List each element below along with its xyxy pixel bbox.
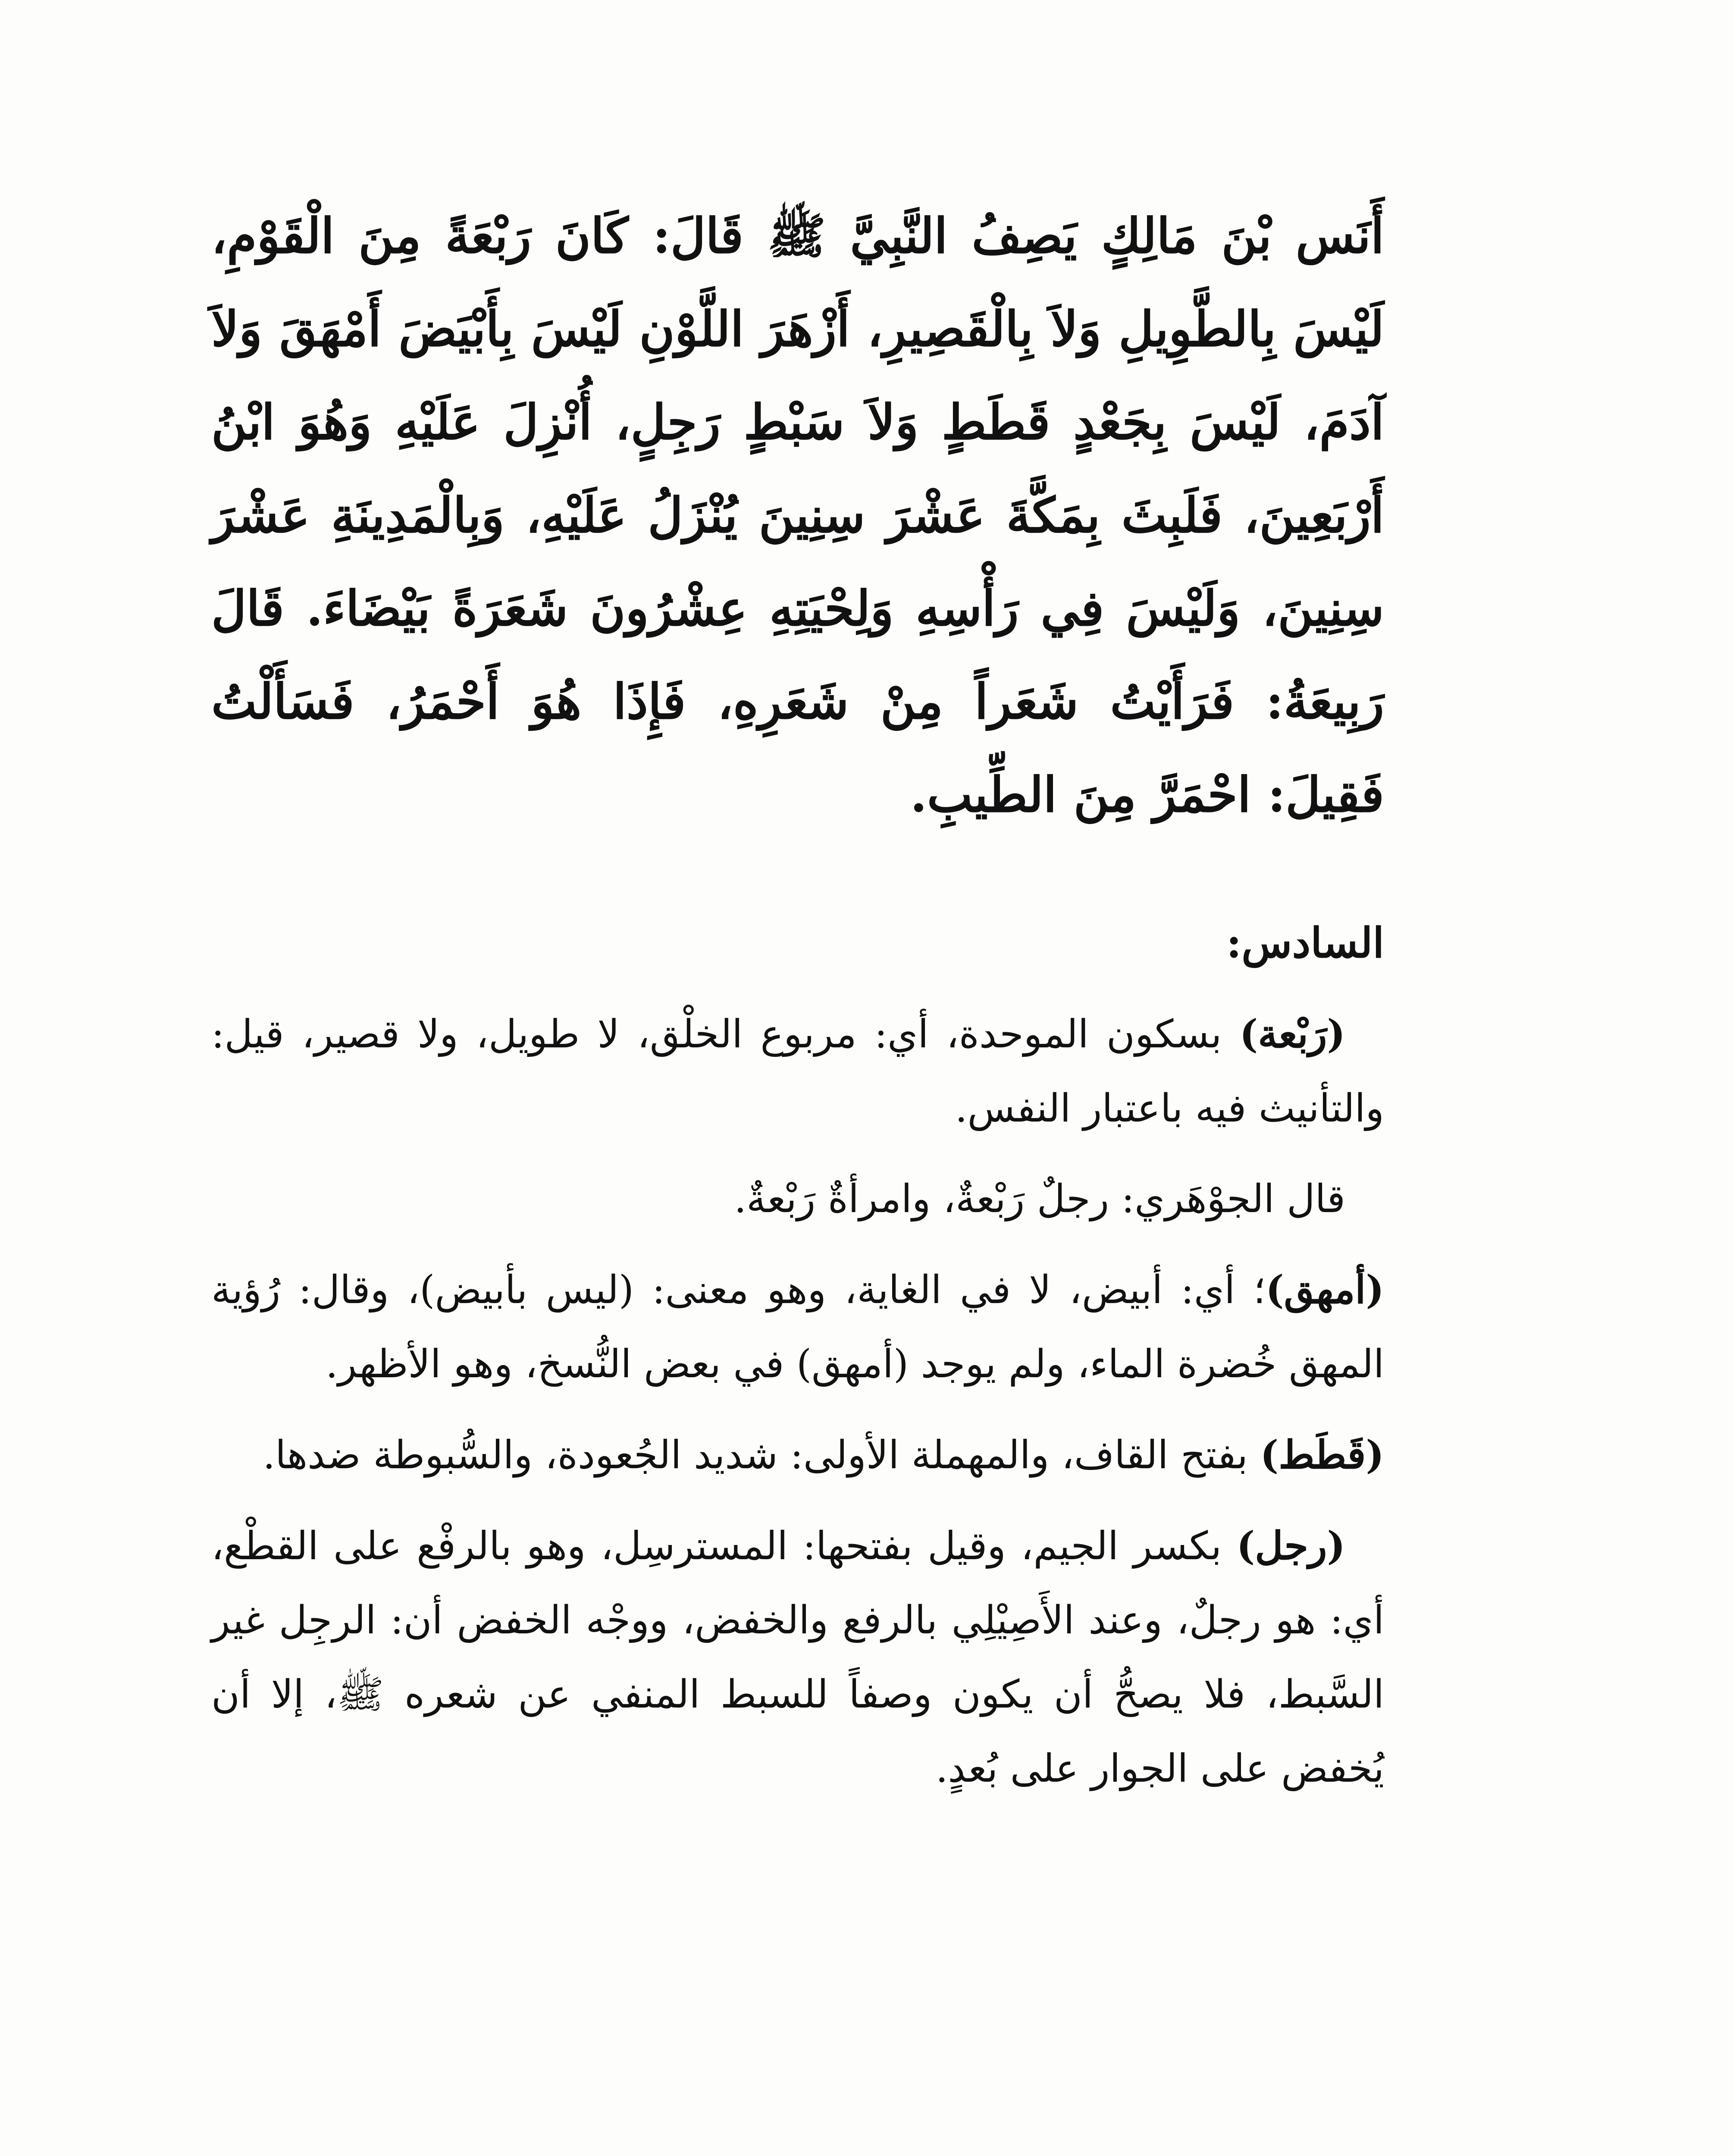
commentary-paragraph [211, 1418, 1384, 1492]
paragraph-keyword: (أمهق) [1266, 1267, 1384, 1313]
commentary-paragraph [211, 1253, 1384, 1401]
paragraph-text: بسكون الموحدة، أي: مربوع الخلْق، لا طويل، ولا قصير، قيل: والتأنيث فيه باعتبار النفس. [211, 1012, 1384, 1131]
paragraph-text: قال الجوْهَري: رجلٌ رَبْعةٌ، وامرأةٌ رَبْعةٌ. [734, 1176, 1345, 1222]
commentary-paragraph [211, 997, 1384, 1146]
paragraph-text: ؛ أي: أبيض، لا في الغاية، وهو معنى: (ليس بأبيض)، وقال: رُؤية المهق خُضرة الماء، ولم يوجد (أمهق) في بعض النُّسخ، وهو الأظهر. [211, 1267, 1384, 1387]
page-content [211, 190, 1384, 1822]
commentary-paragraph [211, 1162, 1384, 1236]
paragraph-text: بكسر الجيم، وقيل بفتحها: المسترسِل، وهو بالرفْع على القطْع، أي: هو رجلٌ، وعند الأَصِيْلِي بالرفع والخفض، ووجْه الخفض أن: الرجِل غير السَّبط، فلا يصحُّ أن يكون وصفاً للسبط المنفي عن شعره ﷺ، إلا أن يُخفض على الجوار على بُعدٍ. [211, 1523, 1384, 1791]
section-heading: السادس: [1226, 918, 1384, 967]
paragraph-text: بفتح القاف، والمهملة الأولى: شديد الجُعودة، والسُّبوطة ضدها. [263, 1432, 1260, 1478]
hadith-text: أَنَس بْنَ مَالِكٍ يَصِفُ النَّبِيَّ ﷺ قَالَ: كَانَ رَبْعَةً مِنَ الْقَوْمِ، لَيْسَ بِالطَّوِيلِ وَلاَ بِالْقَصِيرِ، أَزْهَرَ اللَّوْنِ لَيْسَ بِأَبْيَضَ أَمْهَقَ وَلاَ آدَمَ، لَيْسَ بِجَعْدٍ قَطَطٍ وَلاَ سَبْطٍ رَجِلٍ، أُنْزِلَ عَلَيْهِ وَهُوَ ابْنُ أَرْبَعِينَ، فَلَبِثَ بِمَكَّةَ عَشْرَ سِنِينَ يُنْزَلُ عَلَيْهِ، وَبِالْمَدِينَةِ عَشْرَ سِنِينَ، وَلَيْسَ فِي رَأْسِهِ وَلِحْيَتِهِ عِشْرُونَ شَعَرَةً بَيْضَاءَ. قَالَ رَبِيعَةُ: فَرَأَيْتُ شَعَراً مِنْ شَعَرِهِ، فَإِذَا هُوَ أَحْمَرُ، فَسَأَلْتُ فَقِيلَ: احْمَرَّ مِنَ الطِّيبِ. [211, 208, 1384, 823]
commentary-paragraph [211, 1509, 1384, 1806]
paragraph-keyword: (قَطَط) [1260, 1432, 1384, 1478]
paragraph-keyword: (رَبْعة) [1239, 1011, 1346, 1057]
paragraph-keyword: (رجل) [1236, 1523, 1345, 1569]
